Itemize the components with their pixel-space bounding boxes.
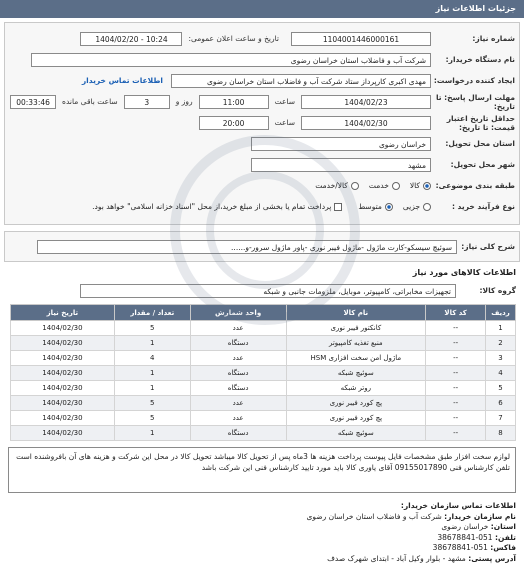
deadline-label: مهلت ارسال پاسخ: تا تاریخ: [435,92,515,111]
category-radio-service[interactable]: خدمت [369,181,400,190]
row-category [9,176,515,195]
days-field: 3 [124,95,170,109]
row-province [9,134,515,153]
radio-dot[interactable] [385,203,393,211]
contact-province-label: استان: [490,522,516,531]
contact-org-value: شرکت آب و فاضلاب استان خراسان رضوی [306,511,442,521]
summary-field: سوئیچ سیسکو-کارت ماژول -ماژول فیبر نوری -پاور ماژول سرور-و...... [37,240,457,254]
payment-text: پرداخت تمام یا بخشی از مبلغ خرید،از محل "اسناد خزانه اسلامی" خواهد بود. [92,202,332,211]
goods-section-title: اطلاعات کالاهای مورد نیاز [412,268,516,277]
checkbox-icon[interactable] [334,203,342,211]
contact-section [8,501,516,564]
process-radio-medium[interactable]: متوسط [358,202,393,211]
contact-fax-label: فاکس: [490,543,516,552]
contact-org-label: نام سازمان خریدار: [444,511,516,521]
contact-title: اطلاعات تماس سازمان خریدار: [400,501,516,510]
row-summary [9,237,515,256]
row-process [9,197,515,216]
remain-time-field: 00:33:46 [10,95,56,109]
deadline-date-field: 1404/02/23 [301,95,431,109]
summary-panel [4,231,520,262]
category-radio-goods[interactable]: کالا [410,181,431,190]
city-field: مشهد [251,158,431,172]
need-number-field: 1104001446000161 [291,32,431,46]
row-need-number [9,29,515,48]
goods-group-field: تجهیزات مخابراتی، کامپیوتر، موبایل، ملزومات جانبی و شبکه [80,284,456,298]
contact-phone-value: 051-38678841 [437,532,493,542]
contact-address-value: مشهد - بلوار وکیل آباد - ابتدای شهرک صدف [327,553,466,563]
need-details-panel [4,22,520,225]
process-label: نوع فرآیند خرید : [451,202,515,211]
deadline-time-field: 11:00 [199,95,269,109]
remain-word: ساعت باقی مانده [62,97,118,106]
page-title: جزئیات اطلاعات نیاز [435,4,516,13]
buyer-contact-link[interactable]: اطلاعات تماس خریدار [81,76,163,85]
contact-address-label: آدرس پستی: [468,553,516,563]
creator-field: مهدی اکبری کارپرداز ستاد شرکت آب و فاضلاب استان خراسان رضوی [171,74,431,88]
need-number-label: شماره نیاز: [472,34,515,43]
col-header-date: تاریخ نیاز [11,305,115,321]
table-row: 3 -- ماژول امن سخت افزاری HSM عدد 4 1404/02/30 [11,351,516,366]
contact-phone-label: تلفن: [494,532,516,542]
col-header-code: کد کالا [426,305,486,321]
row-deadline [9,92,515,111]
table-row: 7 -- پچ کورد فیبر نوری عدد 5 1404/02/30 [11,411,516,426]
creator-label: ایجاد کننده درخواست: [433,76,515,85]
table-row: 4 -- سوئیچ شبکه دستگاه 1 1404/02/30 [11,366,516,381]
buyer-label: نام دستگاه خریدار: [445,55,515,64]
table-row: 6 -- پچ کورد فیبر نوری عدد 5 1404/02/30 [11,396,516,411]
table-header-row [11,305,516,321]
table-row: 8 -- سوئیچ شبکه دستگاه 1 1404/02/30 [11,426,516,441]
table-row: 2 -- منبع تغذیه کامپیوتر دستگاه 1 1404/02/30 [11,336,516,351]
radio-dot[interactable] [423,203,431,211]
validity-time-field: 20:00 [199,116,269,130]
province-label: استان محل تحویل: [445,139,515,148]
validity-label: حداقل تاریخ اعتبار قیمت: تا تاریخ: [446,113,515,132]
page-header [0,0,524,18]
city-label: شهر محل تحویل: [450,160,515,169]
col-header-quantity: تعداد / مقدار [114,305,190,321]
buyer-notes-box: لوازم سخت افزار طبق مشخصات فایل پیوست پرداخت هزینه ها 3ماه پس از تحویل کالا میباشد تحویل کالا در محل این شرکت و هزینه های آن بافروشنده است تلفن کارشناس فنی 09155017890 آقای یاوری کالا باید مورد تایید کارشناس فنی این شرکت باشد [8,447,516,493]
row-city [9,155,515,174]
province-field: خراسان رضوی [251,137,431,151]
goods-table [10,304,516,441]
process-radio-minor[interactable]: جزیی [403,202,431,211]
deadline-time-word: ساعت [274,97,295,106]
buyer-field: شرکت آب و فاضلاب استان خراسان رضوی [31,53,431,67]
col-header-row-number: ردیف [486,305,516,321]
contact-province-value: خراسان رضوی [441,522,489,531]
col-header-unit: واحد شمارش [190,305,286,321]
row-buyer [9,50,515,69]
radio-dot[interactable] [351,182,359,190]
validity-date-field: 1404/02/30 [301,116,431,130]
announce-label: تاریخ و ساعت اعلان عمومی: [188,34,279,43]
row-creator [9,71,515,90]
category-radio-goods-service[interactable]: کالا/خدمت [315,181,359,190]
announce-field: 1404/02/20 - 10:24 [80,32,182,46]
goods-group-label: گروه کالا: [479,286,516,295]
radio-dot[interactable] [392,182,400,190]
validity-time-word: ساعت [274,118,295,127]
contact-fax-value: 051-38678841 [432,543,488,552]
category-label: طبقه بندی موضوعی: [435,181,515,190]
table-row: 1 -- کانکتور فیبر نوری عدد 5 1404/02/30 [11,321,516,336]
radio-dot[interactable] [423,182,431,190]
row-validity [9,113,515,132]
table-row: 5 -- روتر شبکه دستگاه 1 1404/02/30 [11,381,516,396]
row-goods-group [8,281,516,300]
summary-label: شرح کلی نیاز: [461,242,515,251]
days-word: روز و [175,97,193,106]
col-header-name: نام کالا [286,305,426,321]
payment-checkbox[interactable] [92,202,342,211]
